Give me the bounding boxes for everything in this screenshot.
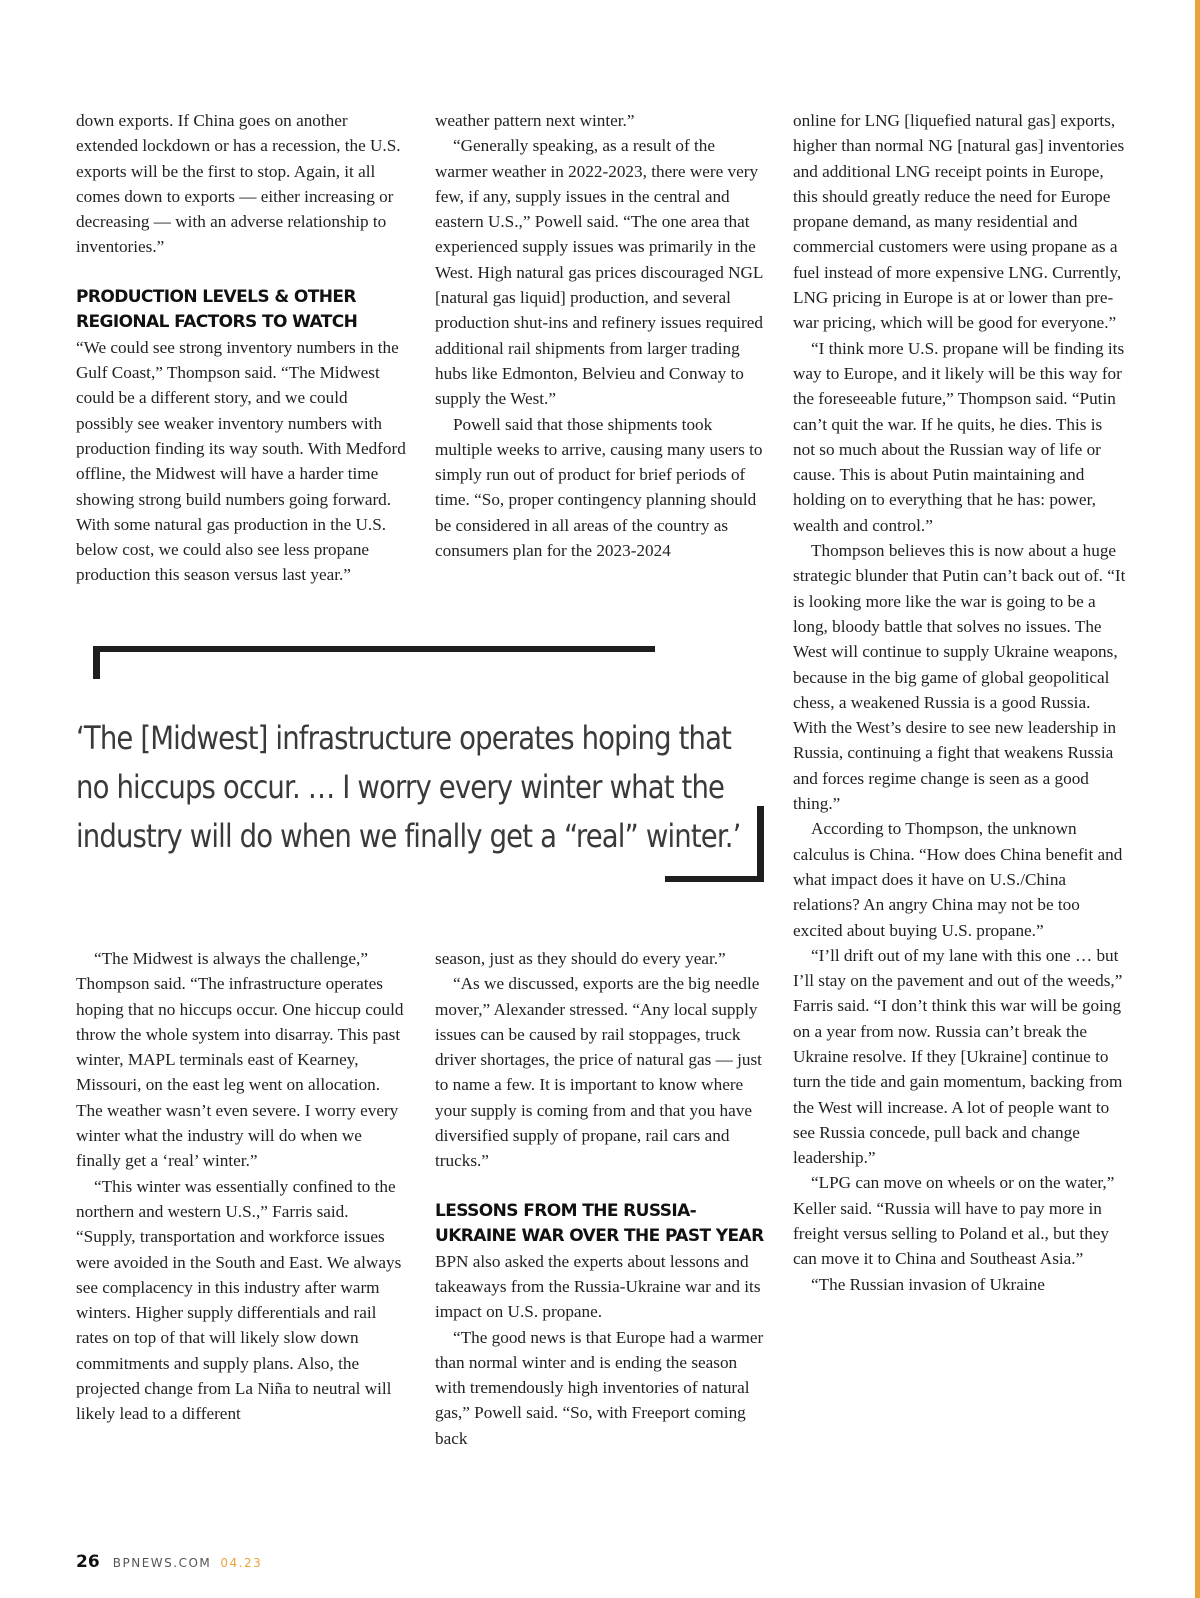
paragraph: “Generally speaking, as a result of the warmer weather in 2022-2023, there were very few, if any, supply issues in the central and eastern U.S.,” Powell said. “The one area that experienced supply issues was primarily in the West. High natural gas prices discouraged NGL [natural gas liquid] production, and several production shut-ins and refinery issues required additional rail shipments from larger trading hubs like Edmonton, Belvieu and Conway to supply the West.”: [435, 136, 763, 409]
column-bottom-middle: [435, 946, 765, 1451]
paragraph: “The Midwest is always the challenge,” Thompson said. “The infrastructure operates hoping that no hiccups occur. One hiccup could throw the whole system into disarray. This past winter, MAPL terminals east of Kearney, Missouri, on the east leg went on allocation. The weather wasn’t even severe. I worry every winter what the industry will do when we finally get a ‘real’ winter.”: [76, 949, 404, 1171]
publication-site: BPNEWS.COM: [112, 1556, 212, 1570]
paragraph: According to Thompson, the unknown calculus is China. “How does China benefit and what impact does it have on U.S./China relations? An angry China may not be too excited about buying U.S. propane.”: [793, 819, 1123, 940]
quote-bracket-bottom-tick: [757, 806, 764, 882]
quote-bracket-top: [93, 646, 655, 652]
issue-date: 04.23: [220, 1556, 263, 1570]
section-heading: LESSONS FROM THE RUSSIA-UKRAINE WAR OVER THE PAST YEAR: [435, 1200, 764, 1246]
paragraph: online for LNG [liquefied natural gas] exports, higher than normal NG [natural gas] inventories and additional LNG receipt points in Europe, this should greatly reduce the need for Europe propane demand, as many residential and commercial customers were using propane as a fuel instead of more expensive LNG. Currently, LNG pricing in Europe is at or lower than pre-war pricing, which will be good for everyone.”: [793, 111, 1125, 333]
paragraph: Thompson believes this is now about a huge strategic blunder that Putin can’t back out of. “It is looking more like the war is going to be a long, bloody battle that solves no issues. The West will continue to supply Ukraine weapons, because in the big game of global geopolitical chess, a weakened Russia is a good Russia. With the West’s desire to see new leadership in Russia, continuing a fight that weakens Russia and forces regime change is seen as a good thing.”: [793, 541, 1126, 814]
column-bottom-left: [76, 946, 408, 1427]
pull-quote: [76, 714, 741, 861]
paragraph: “We could see strong inventory numbers in the Gulf Coast,” Thompson said. “The Midwest could be a different story, and we could possibly see weaker inventory numbers with production finding its way south. With Medford offline, the Midwest will have a harder time showing strong build numbers going forward. With some natural gas production in the U.S. below cost, we could also see less propane production this season versus last year.”: [76, 337, 406, 585]
section-heading: PRODUCTION LEVELS & OTHER REGIONAL FACTORS TO WATCH: [76, 286, 358, 332]
column-top-left: [76, 108, 408, 588]
quote-bracket-top-tick: [93, 646, 100, 679]
pull-quote-line: ‘The [Midwest] infrastructure operates hoping that: [76, 719, 732, 757]
paragraph: “I’ll drift out of my lane with this one … but I’ll stay on the pavement and out of the weeds,” Farris said. “I don’t think this war will be going on a year from now. Russia can’t break the Ukraine resolve. If they [Ukraine] continue to turn the tide and gain momentum, backing from the West will increase. A lot of people want to see Russia concede, pull back and change leadership.”: [793, 945, 1123, 1168]
pull-quote-line: industry will do when we finally get a “real” winter.’: [76, 817, 741, 855]
paragraph: down exports. If China goes on another extended lockdown or has a recession, the U.S. exports will be the first to stop. Again, it all comes down to exports — either increasing or decreasing — with an adverse relationship to inventories.”: [76, 111, 401, 257]
page-number: 26: [76, 1552, 100, 1572]
paragraph: “The good news is that Europe had a warmer than normal winter and is ending the season with tremendously high inventories of natural gas,” Powell said. “So, with Freeport coming back: [435, 1327, 764, 1448]
paragraph: “I think more U.S. propane will be finding its way to Europe, and it likely will be this way for the foreseeable future,” Thompson said. “Putin can’t quit the war. If he quits, he dies. This is not so much about the Russian way of life or cause. This is about Putin maintaining and holding on to everything that he has: power, wealth and control.”: [793, 338, 1125, 535]
column-top-middle: [435, 108, 765, 563]
paragraph: BPN also asked the experts about lessons and takeaways from the Russia-Ukraine war and its impact on U.S. propane.: [435, 1251, 761, 1322]
paragraph: weather pattern next winter.”: [435, 111, 635, 130]
quote-bracket-bottom: [665, 876, 764, 882]
paragraph: “This winter was essentially confined to the northern and western U.S.,” Farris said. “Supply, transportation and workforce issues were avoided in the South and East. We always see complacency in this industry after warm winters. Higher supply differentials and rail rates on top of that will likely slow down commitments and supply plans. Also, the projected change from La Niña to neutral will likely lead to a different: [76, 1176, 402, 1424]
paragraph: “LPG can move on wheels or on the water,” Keller said. “Russia will have to pay more in freight versus selling to Poland et al., but they can move it to China and Southeast Asia.”: [793, 1173, 1115, 1269]
page-footer: [76, 1552, 262, 1572]
page-edge-accent: [1195, 0, 1200, 1598]
paragraph: “The Russian invasion of Ukraine: [811, 1274, 1045, 1294]
paragraph: “As we discussed, exports are the big needle mover,” Alexander stressed. “Any local supply issues can be caused by rail stoppages, truck driver shortages, the price of natural gas — just to name a few. It is important to know where your supply is coming from and that you have diversified supply of propane, rail cars and trucks.”: [435, 974, 762, 1171]
pull-quote-line: no hiccups occur. … I worry every winter what the: [76, 768, 725, 806]
paragraph: season, just as they should do every year.”: [435, 949, 726, 968]
paragraph: Powell said that those shipments took multiple weeks to arrive, causing many users to simply run out of product for brief periods of time. “So, proper contingency planning should be considered in all areas of the country as consumers plan for the 2023-2024: [435, 414, 763, 561]
column-right: [793, 108, 1128, 1297]
